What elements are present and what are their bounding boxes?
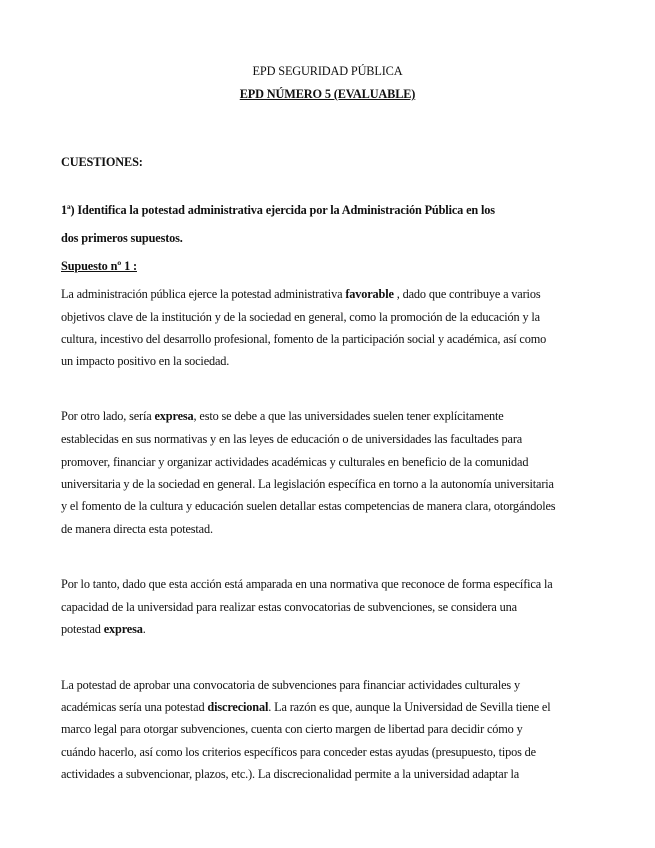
paragraph-line: universitaria y de la sociedad en general. La legislación específica en torno a la autonomía universitaria — [61, 477, 554, 491]
paragraph-line: un impacto positivo en la sociedad. — [61, 354, 230, 368]
paragraph-line — [61, 409, 504, 424]
paragraph-line: objetivos clave de la institución y de la sociedad en general, como la promoción de la educación y la — [61, 310, 540, 324]
emphasis-expresa: expresa — [154, 409, 194, 423]
question-line-2: dos primeros supuestos. — [61, 231, 183, 245]
paragraph-line — [61, 287, 540, 302]
document-title: EPD SEGURIDAD PÚBLICA — [252, 64, 403, 78]
paragraph-line: cuándo hacerlo, así como los criterios específicos para conceder estas ayudas (presupuesto, tipos de — [61, 745, 536, 759]
section-heading: CUESTIONES: — [61, 155, 143, 169]
text-run: académicas sería una potestad — [61, 700, 208, 714]
question-line-1: 1ª) Identifica la potestad administrativa ejercida por la Administración Pública en los — [61, 203, 495, 217]
text-run: . La razón es que, aunque la Universidad de Sevilla tiene el — [268, 700, 551, 714]
text-run: . — [142, 622, 146, 636]
emphasis-expresa: expresa — [103, 622, 143, 636]
text-run: , dado que contribuye a varios — [393, 287, 541, 301]
paragraph-line: cultura, incestivo del desarrollo profesional, fomento de la participación social y académica, así como — [61, 332, 547, 346]
paragraph-line: marco legal para otorgar subvenciones, cuenta con cierto margen de libertad para decidir cómo y — [61, 722, 523, 736]
paragraph-line: capacidad de la universidad para realizar estas convocatorias de subvenciones, se considera una — [61, 600, 517, 614]
text-run: , esto se debe a que las universidades suelen tener explícitamente — [193, 409, 504, 423]
paragraph-line — [61, 700, 551, 715]
text-run: La administración pública ejerce la potestad administrativa — [61, 287, 346, 301]
paragraph-line: establecidas en sus normativas y en las leyes de educación o de universidades las facultades para — [61, 432, 523, 446]
paragraph-line: promover, financiar y organizar actividades académicas y culturales en beneficio de la comunidad — [61, 455, 529, 469]
paragraph-line: La potestad de aprobar una convocatoria de subvenciones para financiar actividades culturales y — [61, 678, 520, 692]
paragraph-line: Por lo tanto, dado que esta acción está amparada en una normativa que reconoce de forma específica la — [61, 577, 553, 591]
emphasis-discrecional: discrecional — [207, 700, 269, 714]
paragraph-line: actividades a subvencionar, plazos, etc.). La discrecionalidad permite a la universidad adaptar la — [61, 767, 520, 781]
paragraph-line: de manera directa esta potestad. — [61, 522, 213, 536]
emphasis-favorable: favorable — [345, 287, 394, 301]
paragraph-line — [61, 622, 146, 637]
paragraph-line: y el fomento de la cultura y educación suelen detallar estas competencias de manera clara, otorgándoles — [61, 499, 556, 513]
text-run: Por otro lado, sería — [61, 409, 155, 423]
text-run: potestad — [61, 622, 104, 636]
supuesto-heading: Supuesto nº 1 : — [61, 259, 137, 273]
document-subtitle: EPD NÚMERO 5 (EVALUABLE) — [239, 87, 416, 101]
